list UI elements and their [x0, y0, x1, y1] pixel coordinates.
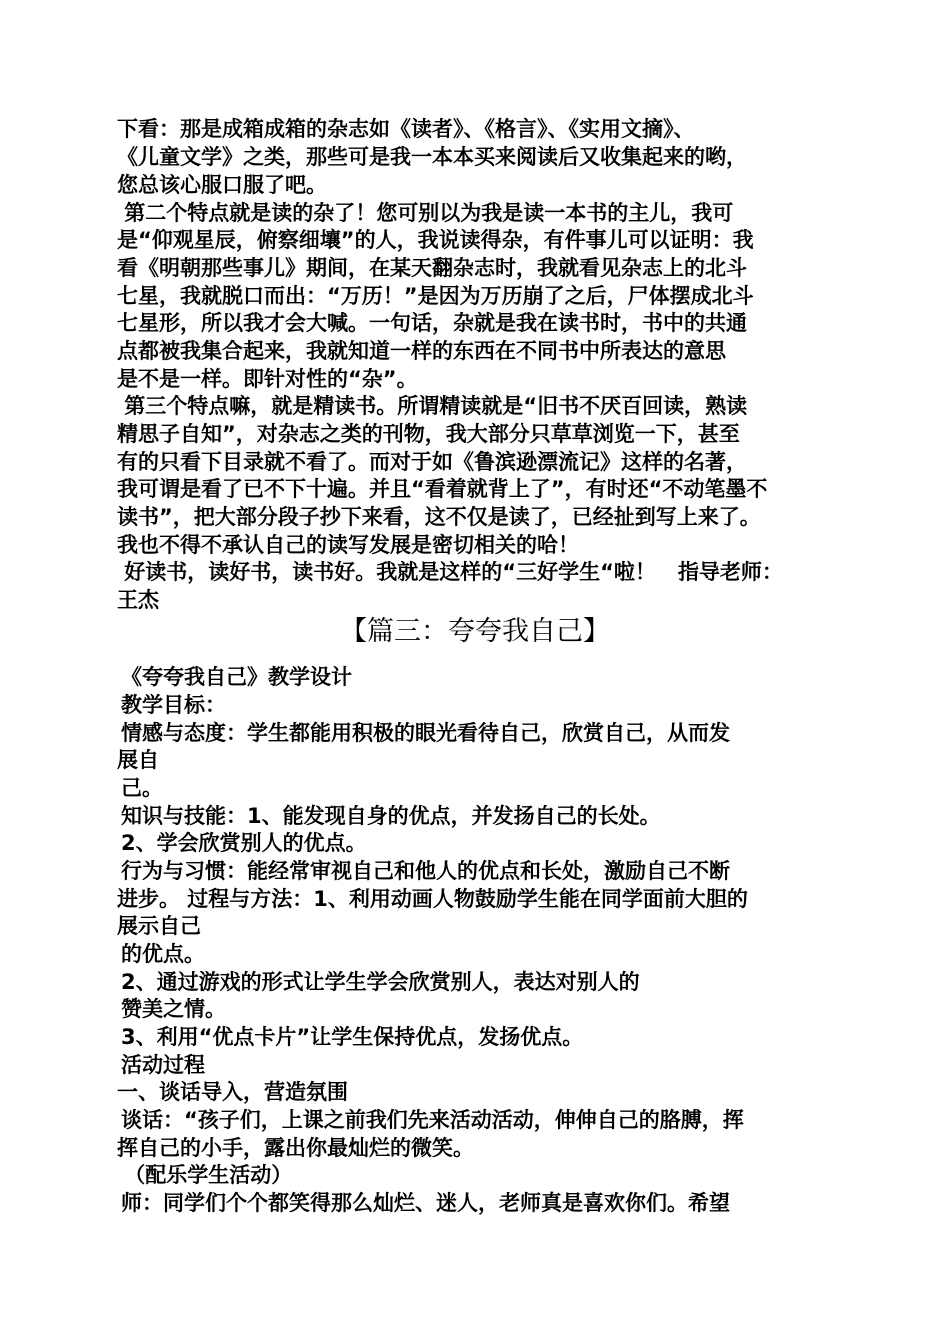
text-line: 一、谈话导入，营造氛围: [117, 1080, 348, 1104]
text-line: 《夸夸我自己》教学设计: [121, 665, 352, 689]
text-line: 知识与技能：1、能发现自身的优点，并发扬自己的长处。: [121, 804, 661, 828]
text-line: 第三个特点嘛，就是精读书。所谓精读就是“旧书不厌百回读，熟读: [117, 394, 748, 418]
text-line: 3、利用“优点卡片”让学生保持优点，发扬优点。: [121, 1025, 584, 1049]
text-line: 有的只看下目录就不看了。而对于如《鲁滨逊漂流记》这样的名著，: [117, 450, 747, 474]
text-line: 2、学会欣赏别人的优点。: [121, 831, 367, 855]
text-line: 好读书，读好书，读书好。我就是这样的“三好学生“啦！ 指导老师：: [117, 560, 783, 584]
text-line: 进步。 过程与方法：1、利用动画人物鼓励学生能在同学面前大胆的: [117, 887, 748, 911]
text-line: 展自: [117, 748, 159, 772]
text-line: 情感与态度：学生都能用积极的眼光看待自己，欣赏自己，从而发: [121, 721, 730, 745]
text-line: 行为与习惯：能经常审视自己和他人的优点和长处，激励自己不断: [121, 859, 730, 883]
text-line: 教学目标：: [121, 693, 226, 717]
text-line: 我也不得不承认自己的读写发展是密切相关的哈！: [117, 533, 579, 557]
text-line: 《儿童文学》之类，那些可是我一本本买来阅读后又收集起来的哟，: [117, 145, 747, 169]
text-line: 是不是一样。即针对性的“杂”。: [117, 367, 418, 391]
text-line: 王杰: [117, 588, 159, 612]
text-line: 谈话：“孩子们，上课之前我们先来活动活动，伸伸自己的胳膊，挥: [121, 1108, 744, 1132]
text-line: 展示自己: [117, 914, 201, 938]
text-line: 七星，我就脱口而出：“万历！”是因为万历崩了之后，尸体摆成北斗: [117, 284, 754, 308]
text-line: 读书”，把大部分段子抄下来看，这不仅是读了，已经扯到写上来了。: [117, 505, 761, 529]
text-line: 点都被我集合起来，我就知道一样的东西在不同书中所表达的意思: [117, 339, 726, 363]
text-line: 第二个特点就是读的杂了！您可别以为我是读一本书的主儿，我可: [117, 201, 734, 225]
text-line: 七星形，所以我才会大喊。一句话，杂就是我在读书时，书中的共通: [117, 311, 747, 335]
section-title: 【篇三：夸夸我自己】: [340, 616, 610, 647]
text-line: 挥自己的小手，露出你最灿烂的微笑。: [117, 1136, 474, 1160]
text-line: 2、通过游戏的形式让学生学会欣赏别人，表达对别人的: [121, 970, 640, 994]
text-line: 您总该心服口服了吧。: [117, 173, 327, 197]
text-line: （配乐学生活动）: [117, 1163, 293, 1187]
text-line: 活动过程: [121, 1053, 205, 1077]
text-line: 是“仰观星辰，俯察细壤”的人，我说读得杂，有件事儿可以证明：我: [117, 228, 754, 252]
text-line: 下看：那是成箱成箱的杂志如《读者》、《格言》、《实用文摘》、: [117, 117, 695, 141]
text-line: 己。: [121, 776, 163, 800]
text-line: 赞美之情。: [121, 997, 226, 1021]
text-line: 精思子自知”，对杂志之类的刊物，我大部分只草草浏览一下，甚至: [117, 422, 740, 446]
text-line: 的优点。: [121, 942, 205, 966]
text-line: 师：同学们个个都笑得那么灿烂、迷人，老师真是喜欢你们。希望: [121, 1191, 730, 1215]
text-line: 我可谓是看了已不下十遍。并且“看着就背上了”，有时还“不动笔墨不: [117, 477, 768, 501]
text-line: 看《明朝那些事儿》期间，在某天翻杂志时，我就看见杂志上的北斗: [117, 256, 747, 280]
